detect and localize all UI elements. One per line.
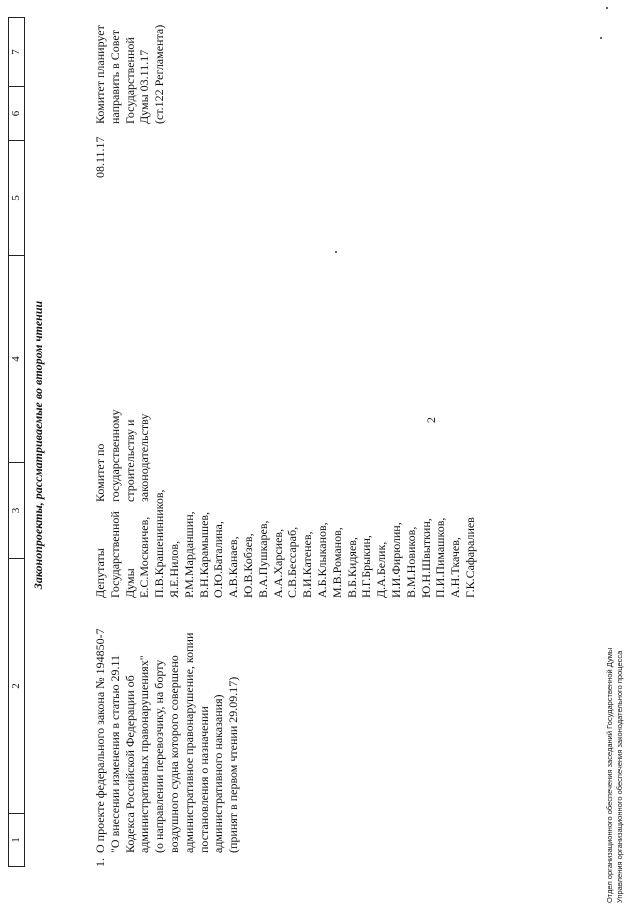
column-number-7: 7 bbox=[9, 18, 24, 87]
column-number-4: 4 bbox=[9, 256, 24, 463]
row-number: 1. bbox=[93, 858, 107, 867]
section-title: Законопроекты, рассматриваемые во втором чтении bbox=[31, 300, 45, 590]
scan-speck bbox=[600, 37, 602, 39]
scan-speck bbox=[335, 251, 337, 253]
page-number: 2 bbox=[424, 417, 438, 423]
committee-note: Комитет планирует направить в Совет Государственной Думы 03.11.17 (ст.122 Регламента) bbox=[93, 24, 167, 124]
column-number-6: 6 bbox=[9, 87, 24, 141]
column-number-5: 5 bbox=[9, 141, 24, 256]
consideration-date: 08.11.17 bbox=[93, 136, 107, 178]
column-number-1: 1 bbox=[10, 837, 22, 843]
footer-department-note bbox=[605, 583, 625, 903]
footer-line-1: Отдел организационного обеспечения заседаний Государственной Думы bbox=[605, 647, 614, 903]
footer-line-2: Управления организационного обеспечения законодательного процесса bbox=[615, 650, 624, 903]
scan-speck bbox=[606, 7, 608, 9]
column-number-3: 3 bbox=[9, 463, 24, 559]
table-column-number-row bbox=[8, 17, 25, 867]
bill-authors: Депутаты Государственной Думы Е.С.Москвичев, П.В.Крашенинников, Я.Е.Нилов, Р.М.Марданшин, В.Н.Карамышев, О.Ю.Баталина, А.В.Канаев, Ю.В.Кобзев, В.А.Пушкарев, А.А.Харсиев, С.В.Бессараб, В.И.Катенев, А.Б.Клыканов, М.В.Романов, В.Б.Кидяев, Н.Г.Брыкин, Д.А.Белик, И.И.Фирюлин, В.М.Новиков, Ю.Н.Швыткин, П.И.Пимашков, А.Н.Ткачев, Г.К.Сафаралиев bbox=[93, 489, 477, 598]
column-number-2: 2 bbox=[9, 559, 24, 814]
bill-description: О проекте федерального закона № 194850-7 "О внесении изменения в статью 29.11 Кодекса Российской Федерации об административных правонарушениях" (о направлении перевозчику, на борту воздушного судна которого совершено административное правонарушение, копии постановления о назначении административного наказания) (принят в первом чтении 29.09.17) bbox=[93, 628, 241, 853]
responsible-committee: Комитет по государственному строительству и законодательству bbox=[93, 409, 152, 502]
